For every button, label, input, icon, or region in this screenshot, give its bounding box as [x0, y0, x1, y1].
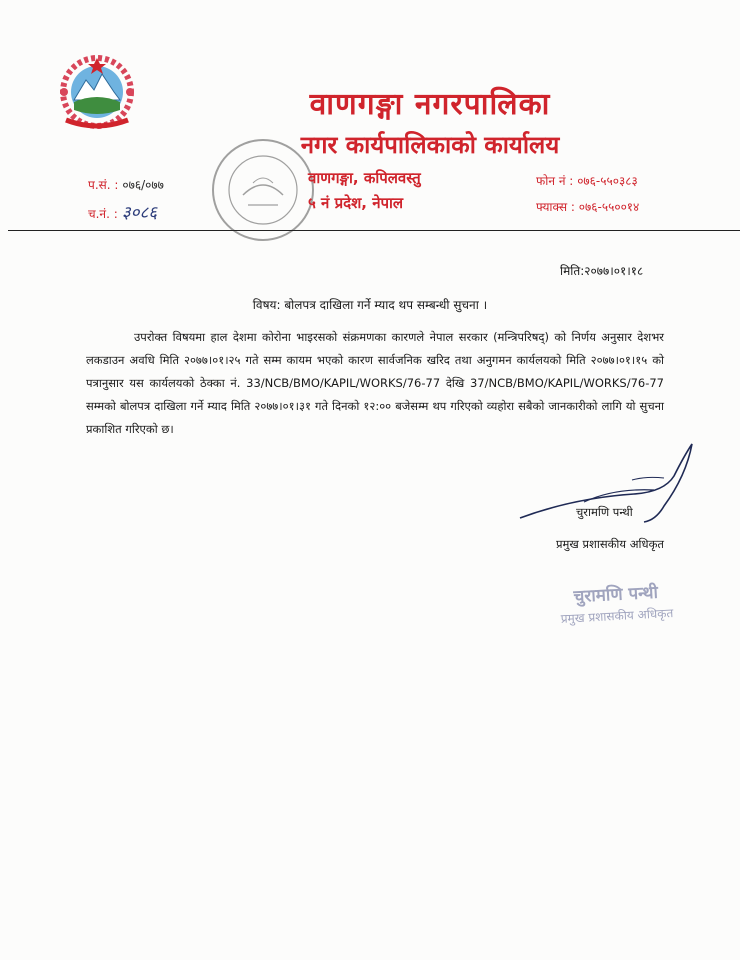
dispatch-label: च.नं. : — [88, 207, 118, 221]
letter-date: मिति:२०७७।०१।१८ — [560, 264, 644, 278]
letter-subject: विषय: बोलपत्र दाखिला गर्ने म्याद थप सम्बन्धी सुचना । — [252, 298, 488, 312]
header-divider — [8, 230, 740, 231]
dispatch-number — [88, 200, 157, 223]
phone-number — [536, 172, 638, 189]
fax-label: फ्याक्स : — [536, 200, 575, 214]
office-seal-stamp — [208, 135, 318, 245]
dispatch-value: ३०८६ — [121, 203, 158, 223]
reference-value: ०७६/०७७ — [122, 178, 164, 192]
signatory-title: प्रमुख प्रशासकीय अधिकृत — [556, 537, 664, 551]
fax-value: ०७६-५५००१४ — [578, 200, 640, 214]
signatory-name: चुरामणि पन्थी — [576, 505, 633, 519]
office-name: नगर कार्यपालिकाको कार्यालय — [300, 131, 560, 159]
stamp-title: प्रमुख प्रशासकीय अधिकृत — [560, 606, 674, 626]
stamp-name: चुरामणि पन्थी — [573, 582, 659, 608]
handwritten-signature — [514, 436, 704, 536]
reference-number — [88, 176, 164, 193]
fax-number — [536, 198, 639, 215]
address-line-province: ५ नं प्रदेश, नेपाल — [308, 194, 404, 212]
nepal-emblem-logo — [52, 52, 142, 134]
phone-value: ०७६-५५०३८३ — [577, 174, 638, 188]
phone-label: फोन नं : — [536, 174, 574, 188]
reference-label: प.सं. : — [88, 178, 119, 192]
name-stamp — [559, 579, 674, 627]
organization-name: वाणगङ्गा नगरपालिका — [309, 87, 551, 122]
address-line-municipality: वाणगङ्गा, कपिलवस्तु — [308, 169, 421, 187]
letter-body: उपरोक्त विषयमा हाल देशमा कोरोना भाइरसको संक्रमणका कारणले नेपाल सरकार (मन्त्रिपरिषद्) को निर्णय अनुसार देशभर लकडाउन अवधि मिति २०७७।०१।२५ गते सम्म कायम भएको कारण सार्वजनिक खरिद तथा अनुगमन कार्यलयको मिति २०७७।०१।१५ को पत्रानुसार यस कार्यलयको ठेक्का नं. 33/NCB/BMO/KAPIL/WORKS/76-77 देखि 37/NCB/BMO/KAPIL/WORKS/76-77 सम्मको बोलपत्र दाखिला गर्ने म्याद मिति २०७७।०१।३१ गते दिनको १२:०० बजेसम्म थप गरिएको व्यहोरा सबैको जानकारीको लागि यो सुचना प्रकाशित गरिएको छ। — [86, 330, 664, 436]
